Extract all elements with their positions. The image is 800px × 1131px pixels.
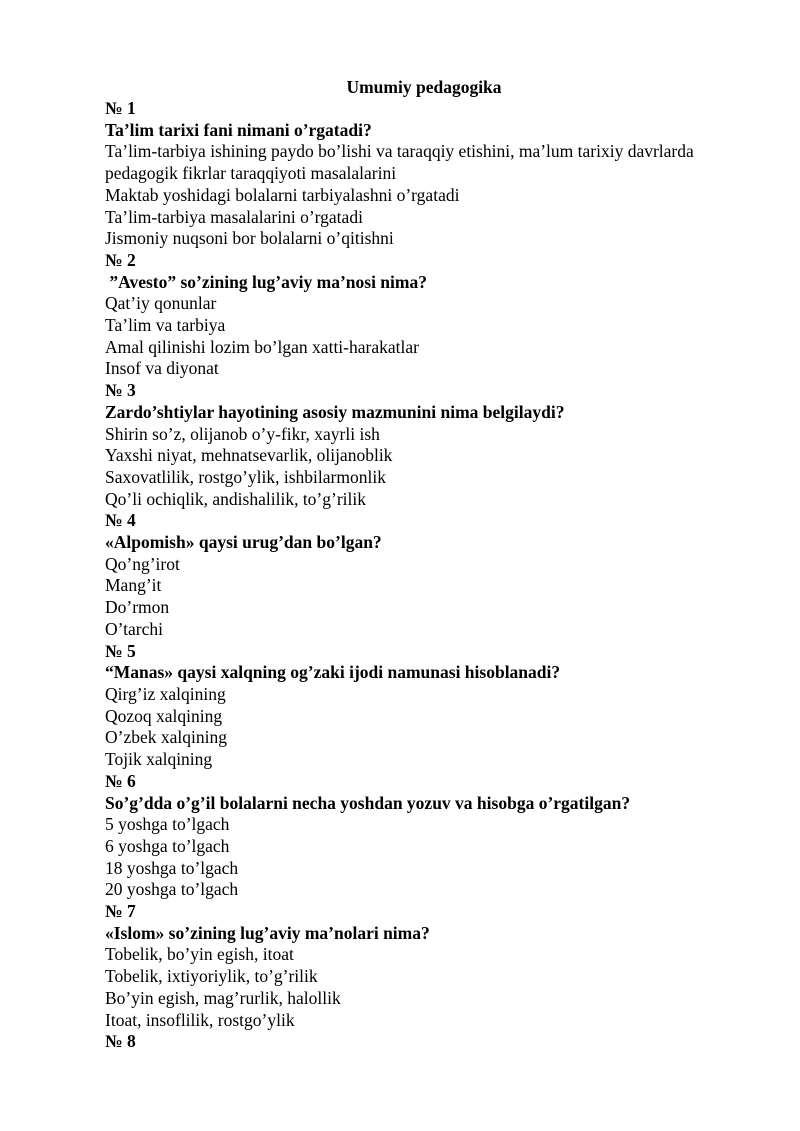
answer-option: Shirin so’z, olijanob o’y-fikr, xayrli ish bbox=[105, 423, 380, 444]
question-block bbox=[105, 380, 755, 510]
document-page bbox=[105, 76, 755, 1053]
question-text: «Alpomish» qaysi urug’dan bo’lgan? bbox=[105, 532, 382, 553]
answer-option: O’zbek xalqining bbox=[105, 727, 227, 748]
question-text: So’g’dda o’g’il bolalarni necha yoshdan yozuv va hisobga o’rgatilgan? bbox=[105, 792, 631, 813]
question-text: «Islom» so’zining lug’aviy ma’nolari nima? bbox=[105, 922, 430, 943]
question-number: № 2 bbox=[105, 249, 136, 270]
question-number: № 4 bbox=[105, 510, 136, 531]
answer-option: Jismoniy nuqsoni bor bolalarni o’qitishni bbox=[105, 228, 394, 249]
answer-option: Qat’iy qonunlar bbox=[105, 293, 217, 314]
answer-option: Qirg’iz xalqining bbox=[105, 683, 226, 704]
question-number: № 7 bbox=[105, 901, 136, 922]
question-text: “Manas» qaysi xalqning og’zaki ijodi namunasi hisoblanadi? bbox=[105, 662, 561, 683]
answer-option: 18 yoshga to’lgach bbox=[105, 857, 239, 878]
question-block bbox=[105, 641, 755, 771]
answer-option: Itoat, insoflilik, rostgo’ylik bbox=[105, 1009, 295, 1030]
document-title: Umumiy pedagogika bbox=[346, 77, 502, 97]
question-block bbox=[105, 98, 755, 250]
answer-option: Ta’lim-tarbiya masalalarini o’rgatadi bbox=[105, 206, 363, 227]
answer-option: 5 yoshga to’lgach bbox=[105, 814, 230, 835]
answer-option: 20 yoshga to’lgach bbox=[105, 879, 239, 900]
question-text: ”Avesto” so’zining lug’aviy ma’nosi nima? bbox=[105, 271, 427, 292]
question-number: № 6 bbox=[105, 770, 136, 791]
answer-option: Yaxshi niyat, mehnatsevarlik, olijanoblik bbox=[105, 445, 393, 466]
answer-option: O’tarchi bbox=[105, 618, 163, 639]
answer-option: Maktab yoshidagi bolalarni tarbiyalashni o’rgatadi bbox=[105, 184, 460, 205]
question-number: № 3 bbox=[105, 380, 136, 401]
answer-option: Do’rmon bbox=[105, 597, 170, 618]
question-text: Zardo’shtiylar hayotining asosiy mazmunini nima belgilaydi? bbox=[105, 401, 565, 422]
answer-option: Amal qilinishi lozim bo’lgan xatti-harakatlar bbox=[105, 336, 419, 357]
question-block bbox=[105, 510, 755, 640]
answer-option: Tobelik, bo’yin egish, itoat bbox=[105, 944, 294, 965]
answer-option: Tobelik, ixtiyoriylik, to’g’rilik bbox=[105, 966, 318, 987]
answer-option: Qo’li ochiqlik, andishalilik, to’g’rilik bbox=[105, 488, 367, 509]
question-block bbox=[105, 901, 755, 1031]
question-block bbox=[105, 1031, 755, 1053]
answer-option: 6 yoshga to’lgach bbox=[105, 835, 230, 856]
answer-option: Saxovatlilik, rostgo’ylik, ishbilarmonlik bbox=[105, 466, 386, 487]
answer-option: Qozoq xalqining bbox=[105, 705, 223, 726]
question-block bbox=[105, 250, 755, 380]
question-block bbox=[105, 771, 755, 901]
question-text: Ta’lim tarixi fani nimani o’rgatadi? bbox=[105, 119, 372, 140]
answer-option: Ta’lim va tarbiya bbox=[105, 315, 226, 336]
answer-option: Qo’ng’irot bbox=[105, 553, 180, 574]
answer-option: pedagogik fikrlar taraqqiyoti masalalarini bbox=[105, 163, 397, 184]
question-number: № 8 bbox=[105, 1031, 136, 1052]
answer-option: Bo’yin egish, mag’rurlik, halollik bbox=[105, 987, 341, 1008]
answer-option: Tojik xalqining bbox=[105, 749, 213, 770]
question-number: № 1 bbox=[105, 98, 136, 118]
question-list bbox=[105, 98, 755, 1053]
answer-option: Insof va diyonat bbox=[105, 358, 219, 379]
question-number: № 5 bbox=[105, 640, 136, 661]
answer-option: Ta’lim-tarbiya ishining paydo bo’lishi va taraqqiy etishini, ma’lum tarixiy davrlarda bbox=[105, 141, 694, 162]
answer-option: Mang’it bbox=[105, 575, 162, 596]
